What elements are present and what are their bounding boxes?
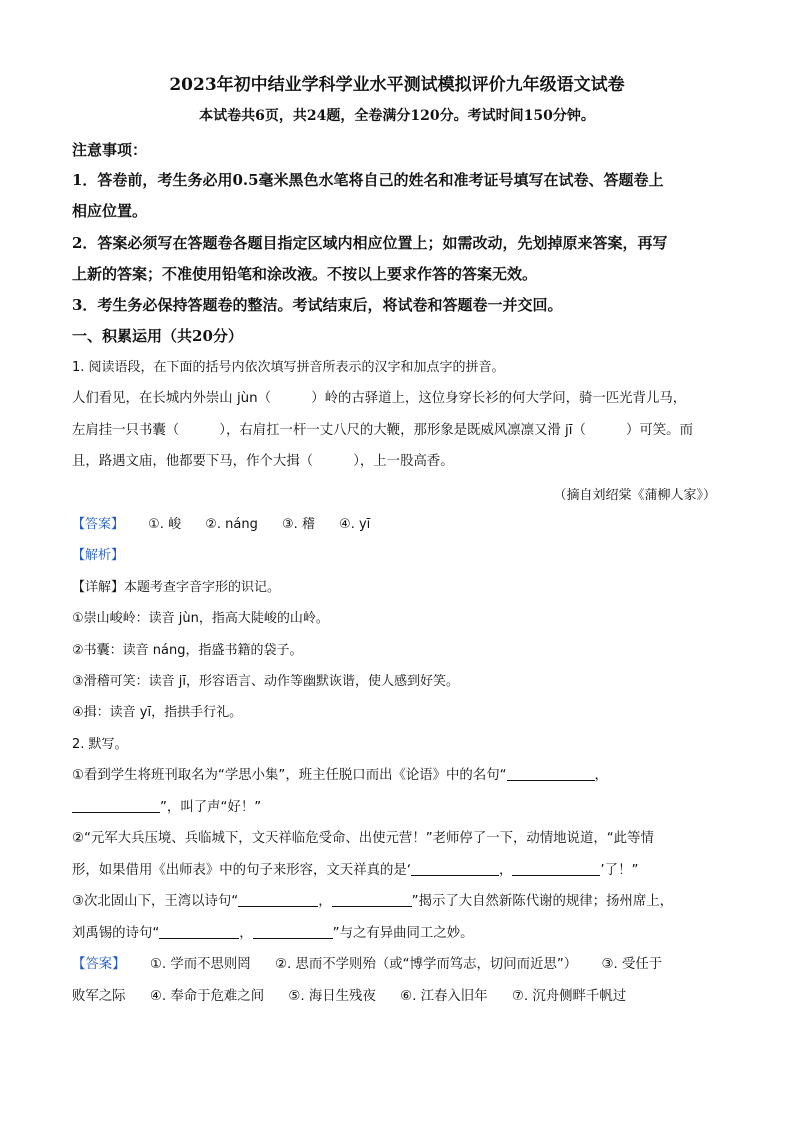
q2-answer-7: ⑦. 沉舟侧畔千帆过 <box>511 989 627 1004</box>
analysis-label: 【解析】 <box>72 548 125 563</box>
q1-stem: 1. 阅读语段，在下面的括号内依次填写拼音所表示的汉字和加点字的拼音。 <box>72 360 505 375</box>
q2-answer-cont <box>72 987 626 1007</box>
q2-answer <box>72 955 662 975</box>
q2-item-2-text: 形，如果借用《出师表》中的句子来形容，文天祥真的是‘ <box>72 863 412 878</box>
q2-answer-4: ④. 奉命于危难之间 <box>149 989 265 1004</box>
notice-item-1: 1．答卷前，考生务必用0.5毫米黑色水笔将自己的姓名和准考证号填写在试卷、答题卷上 <box>72 171 664 189</box>
answer-blank <box>332 892 412 907</box>
answer-blank <box>72 798 160 813</box>
q1-passage-line-1: 人们看见，在长城内外崇山 jùn（ ）岭的古驿道上，这位身穿长衫的何大学问，骑一匹光背儿马， <box>72 391 687 406</box>
q2-answer-2: ②. 思而不学则殆（或“博学而笃志，切问而近思”） <box>274 957 578 972</box>
answer-blank <box>512 861 600 876</box>
notice-item-1-cont: 相应位置。 <box>72 202 148 220</box>
q2-item-2-cont <box>72 861 638 881</box>
q2-item-3-cont <box>72 924 474 944</box>
q2-item-1-cont <box>72 798 261 818</box>
q2-item-1-text: ①看到学生将班刊取名为“学思小集”，班主任脱口而出《论语》中的名句“ <box>72 768 507 783</box>
answer-blank <box>159 924 239 939</box>
q1-detail-5: ④揖：读音 yī，指拱手行礼。 <box>72 705 243 720</box>
q2-answer-3-start: ③. 受任于 <box>601 957 663 972</box>
notice-item-2-cont: 上新的答案；不准使用铅笔和涂改液。不按以上要求作答的答案无效。 <box>72 265 538 283</box>
answer-blank <box>253 924 333 939</box>
punct: ， <box>318 894 332 909</box>
exam-info: 本试卷共6页，共24题，全卷满分120分。考试时间150分钟。 <box>199 108 595 124</box>
answer-label: 【答案】 <box>72 957 126 972</box>
q2-item-1-tail: ”，叫了声“好！” <box>160 800 262 815</box>
q2-answer-1: ①. 学而不思则罔 <box>149 957 251 972</box>
punct: ， <box>594 768 608 783</box>
q1-answer-2: ②. náng <box>205 517 258 532</box>
q2-stem: 2. 默写。 <box>72 737 128 752</box>
notice-item-3: 3．考生务必保持答题卷的整洁。考试结束后，将试卷和答题卷一并交回。 <box>72 296 563 314</box>
q2-item-2-tail: ’了！” <box>600 863 639 878</box>
answer-blank <box>507 766 595 781</box>
q2-item-3-tail: ”与之有异曲同工之妙。 <box>332 926 474 941</box>
punct: ， <box>239 926 253 941</box>
q1-detail-4: ③滑稽可笑：读音 jī，形容语言、动作等幽默诙谐，使人感到好笑。 <box>72 674 460 689</box>
notice-heading: 注意事项： <box>72 141 148 159</box>
answer-blank <box>411 861 499 876</box>
q2-item-3-text: ③次北固山下，王湾以诗句“ <box>72 894 239 909</box>
answer-blank <box>238 892 318 907</box>
q2-item-1 <box>72 766 608 786</box>
q2-answer-3-end: 败军之际 <box>72 989 126 1004</box>
q1-detail-2: ①崇山峻岭：读音 jùn，指高大陡峻的山岭。 <box>72 611 329 626</box>
q1-answer-4: ④. yī <box>339 517 371 532</box>
q2-item-2: ②“元军大兵压境、兵临城下，文天祥临危受命、出使元营！”老师停了一下，动情地说道，“此等情 <box>72 831 654 846</box>
q2-item-3-mid: ”揭示了大自然新陈代谢的规律；扬州席上， <box>411 894 673 909</box>
page-title: 2023年初中结业学科学业水平测试模拟评价九年级语文试卷 <box>169 75 625 95</box>
q1-detail-1: 【详解】本题考查字音字形的识记。 <box>72 580 281 595</box>
q2-item-3 <box>72 892 673 912</box>
section-heading: 一、积累运用（共20分） <box>72 327 243 345</box>
q1-detail-3: ②书囊：读音 náng，指盛书籍的袋子。 <box>72 643 303 658</box>
q2-answer-5: ⑤. 海日生残夜 <box>288 989 376 1004</box>
q1-answer <box>72 515 390 535</box>
q1-answer-1: ①. 峻 <box>148 517 182 532</box>
q1-passage-line-2: 左肩挂一只书囊（ ），右肩扛一杆一丈八尺的大鞭，那形象是既威风凛凛又滑 jī（ ）可笑。而 <box>72 423 693 438</box>
q1-passage-line-3: 且，路遇文庙，他都要下马，作个大揖（ ），上一股高香。 <box>72 454 454 469</box>
q2-answer-6: ⑥. 江春入旧年 <box>400 989 488 1004</box>
q1-answer-3: ③. 稽 <box>281 517 315 532</box>
q1-source: （摘自刘绍棠《蒲柳人家》） <box>553 488 716 503</box>
notice-item-2: 2．答案必须写在答题卷各题目指定区域内相应位置上；如需改动，先划掉原来答案，再写 <box>72 234 668 252</box>
punct: ， <box>499 863 513 878</box>
answer-label: 【答案】 <box>72 517 125 532</box>
q2-item-3-text-2: 刘禹锡的诗句“ <box>72 926 160 941</box>
